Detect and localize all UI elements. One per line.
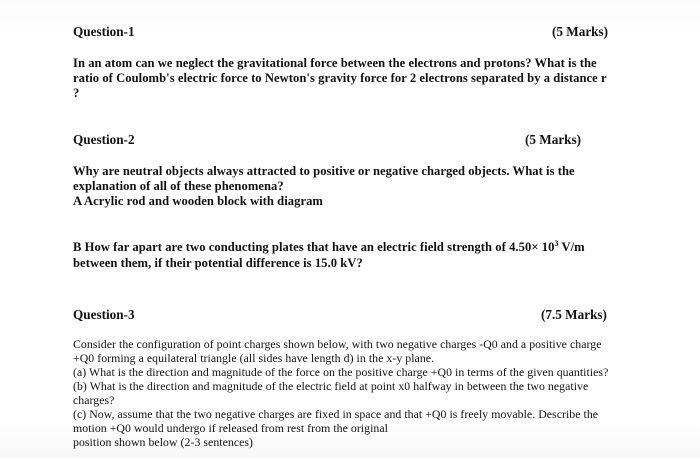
question-3-line-2: +Q0 forming a equilateral triangle (all sides have length d) in the x-y plane. [73,351,435,365]
question-3-line-5: charges? [73,393,115,407]
question-2-marks: (5 Marks) [525,132,582,147]
question-3-line-4: (b) What is the direction and magnitude of the electric field at point x0 halfway in between the two negative [73,379,589,393]
question-3-marks: (7.5 Marks) [541,307,607,322]
question-1-line-2: ratio of Coulomb's electric force to Newton's gravity force for 2 electrons separated by a distance r [73,71,607,85]
question-3-line-3: (a) What is the direction and magnitude of the force on the positive charge +Q0 in terms of the given quantities? [73,365,609,379]
question-3-line-8: position shown below (2-3 sentences) [73,435,254,449]
question-3-line-1: Consider the configuration of point charges shown below, with two negative charges -Q0 and a positive charge [73,337,602,351]
question-2-heading: Question-2 [73,132,135,147]
part-b-text: B How far apart are two conducting plates that have an electric field strength of 4.50× 10 [73,240,555,254]
question-2-line-2: explanation of all of these phenomena? [73,179,284,193]
question-3-line-7: motion +Q0 would undergo if released from rest from the original [73,421,388,435]
question-1-marks: (5 Marks) [552,24,609,39]
part-b-exponent: 3 [554,238,559,248]
question-3-line-6: (c) Now, assume that the two negative charges are fixed in space and that +Q0 is freely movable. Describe the [73,407,599,421]
question-2-line-3: A Acrylic rod and wooden block with diagram [73,194,323,208]
part-b-unit: V/m [558,240,585,254]
question-1-line-3: ? [73,86,80,100]
question-2-part-b-line-2: between them, if their potential difference is 15.0 kV? [73,256,363,270]
question-3-heading: Question-3 [73,307,135,322]
question-2-part-b-line-1 [73,240,585,255]
question-1-line-1: In an atom can we neglect the gravitational force between the electrons and protons? What is the [73,56,597,70]
question-1-heading: Question-1 [73,24,135,39]
question-2-line-1: Why are neutral objects always attracted to positive or negative charged objects. What is the [73,164,575,178]
